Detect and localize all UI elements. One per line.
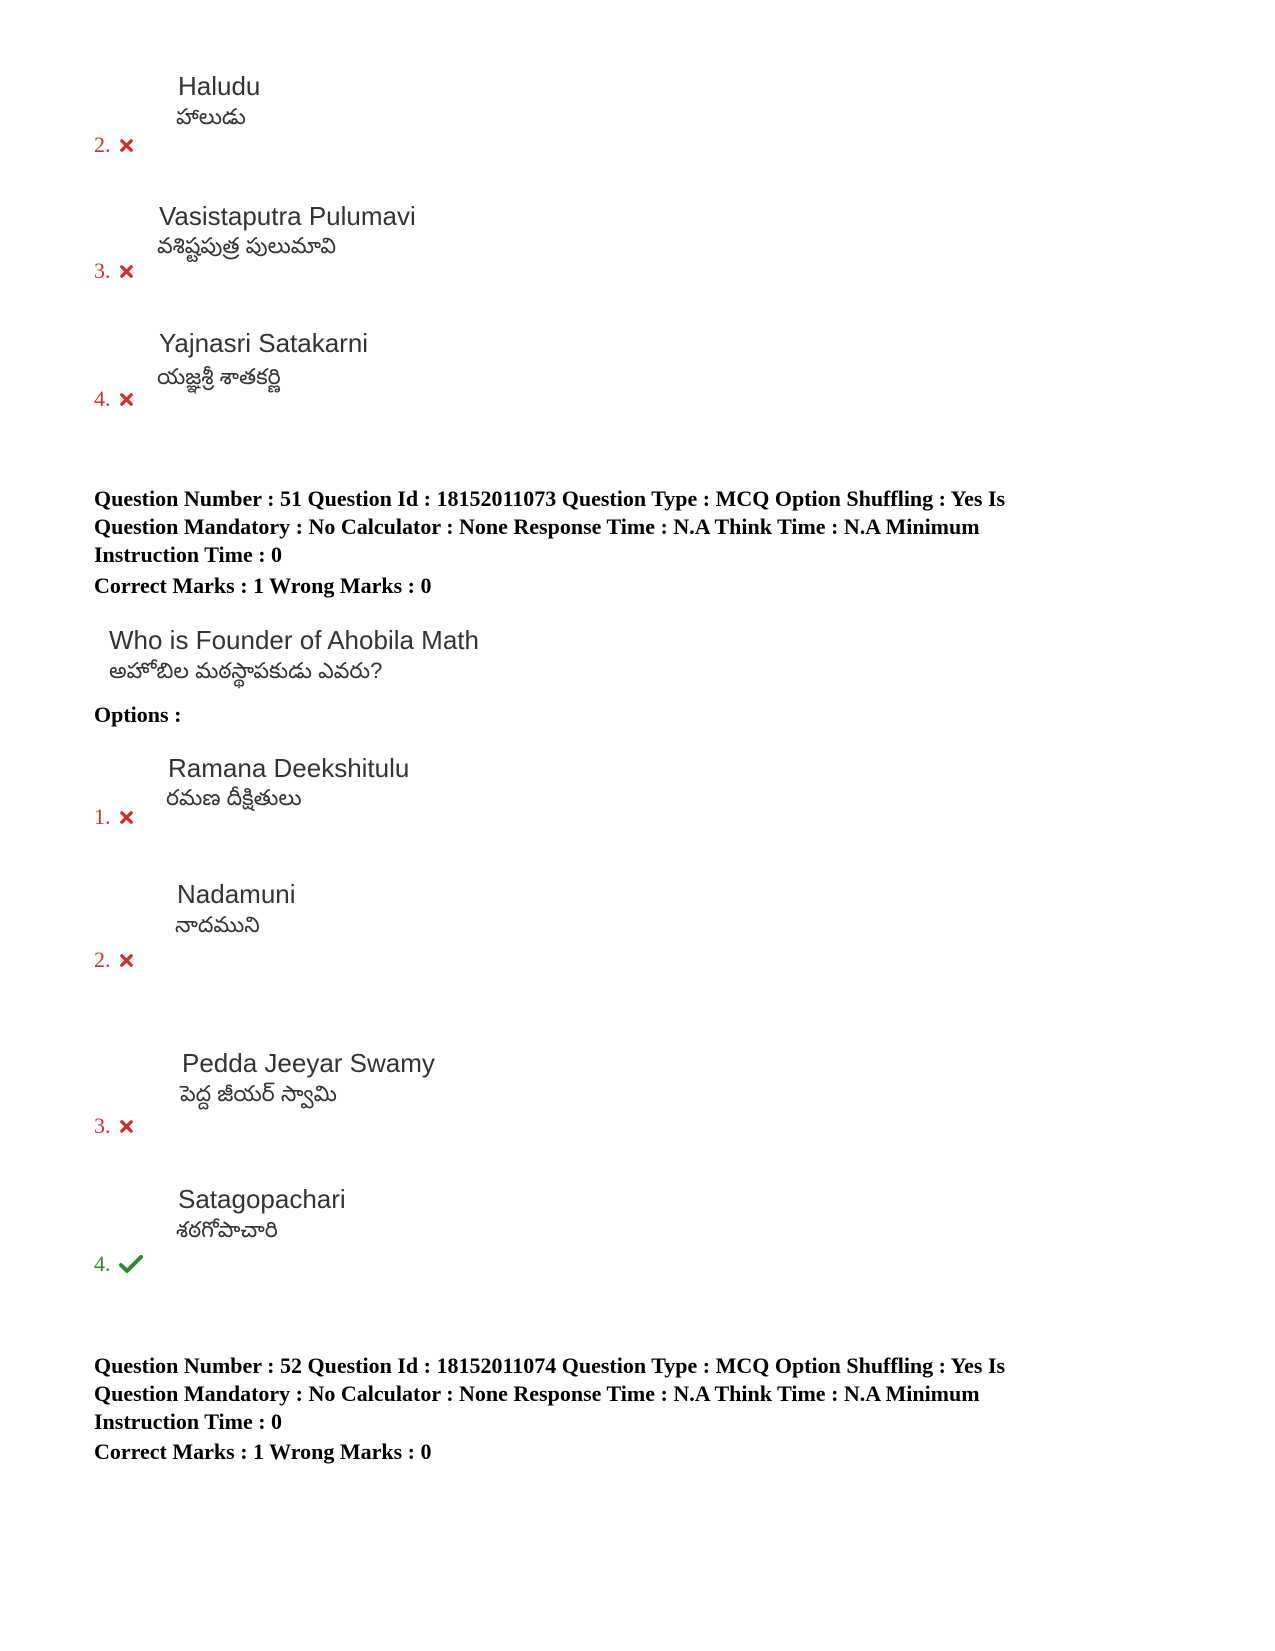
option-english-text: Nadamuni bbox=[177, 879, 296, 909]
option-english-text: Haludu bbox=[178, 71, 261, 101]
cross-icon bbox=[119, 138, 134, 153]
option-telugu-text: యజ్ఞశ్రీ శాతకర్ణి bbox=[157, 364, 281, 389]
question-text-telugu: అహోబిల మఠస్థాపకుడు ఎవరు? bbox=[109, 658, 383, 683]
option-english-text: Satagopachari bbox=[178, 1184, 346, 1214]
option-telugu-text: నాదముని bbox=[175, 912, 260, 937]
question-text-english: Who is Founder of Ahobila Math bbox=[109, 625, 479, 655]
option-telugu-text: హాలుడు bbox=[176, 104, 246, 129]
option-telugu-text: వశిష్టపుత్ర పులుమావి bbox=[157, 233, 337, 258]
option-telugu-text: రమణ దీక్షితులు bbox=[166, 785, 302, 810]
option-telugu-text: పెద్ద జీయర్ స్వామి bbox=[180, 1081, 337, 1106]
cross-icon bbox=[119, 810, 134, 825]
option-telugu-text: శఠగోపాచారి bbox=[176, 1217, 278, 1242]
question-meta: Question Number : 51 Question Id : 18152011073 Question Type : MCQ Option Shuffling : Yes Is Question Mandatory : No Calculator : None Response Time : N.A Think Time : N.A Minimum Instruction Time : 0 bbox=[94, 486, 1006, 567]
option-english-text: Ramana Deekshitulu bbox=[168, 753, 410, 783]
option-number: 3. bbox=[94, 260, 134, 282]
options-label: Options : bbox=[94, 702, 182, 727]
question-marks: Correct Marks : 1 Wrong Marks : 0 bbox=[94, 1439, 432, 1464]
option-number: 3. bbox=[94, 1115, 134, 1137]
option-number: 1. bbox=[94, 806, 134, 828]
cross-icon bbox=[119, 392, 134, 407]
cross-icon bbox=[119, 1119, 134, 1134]
question-meta: Question Number : 52 Question Id : 18152011074 Question Type : MCQ Option Shuffling : Yes Is Question Mandatory : No Calculator : None Response Time : N.A Think Time : N.A Minimum Instruction Time : 0 bbox=[94, 1353, 1006, 1434]
check-icon bbox=[119, 1254, 143, 1274]
option-number: 4. bbox=[94, 388, 134, 410]
cross-icon bbox=[119, 953, 134, 968]
question-marks: Correct Marks : 1 Wrong Marks : 0 bbox=[94, 573, 432, 598]
option-number: 4. bbox=[94, 1253, 143, 1275]
option-english-text: Yajnasri Satakarni bbox=[159, 328, 369, 358]
option-english-text: Vasistaputra Pulumavi bbox=[159, 201, 416, 231]
cross-icon bbox=[119, 264, 134, 279]
option-number: 2. bbox=[94, 134, 134, 156]
option-english-text: Pedda Jeeyar Swamy bbox=[182, 1048, 435, 1078]
option-number: 2. bbox=[94, 949, 134, 971]
